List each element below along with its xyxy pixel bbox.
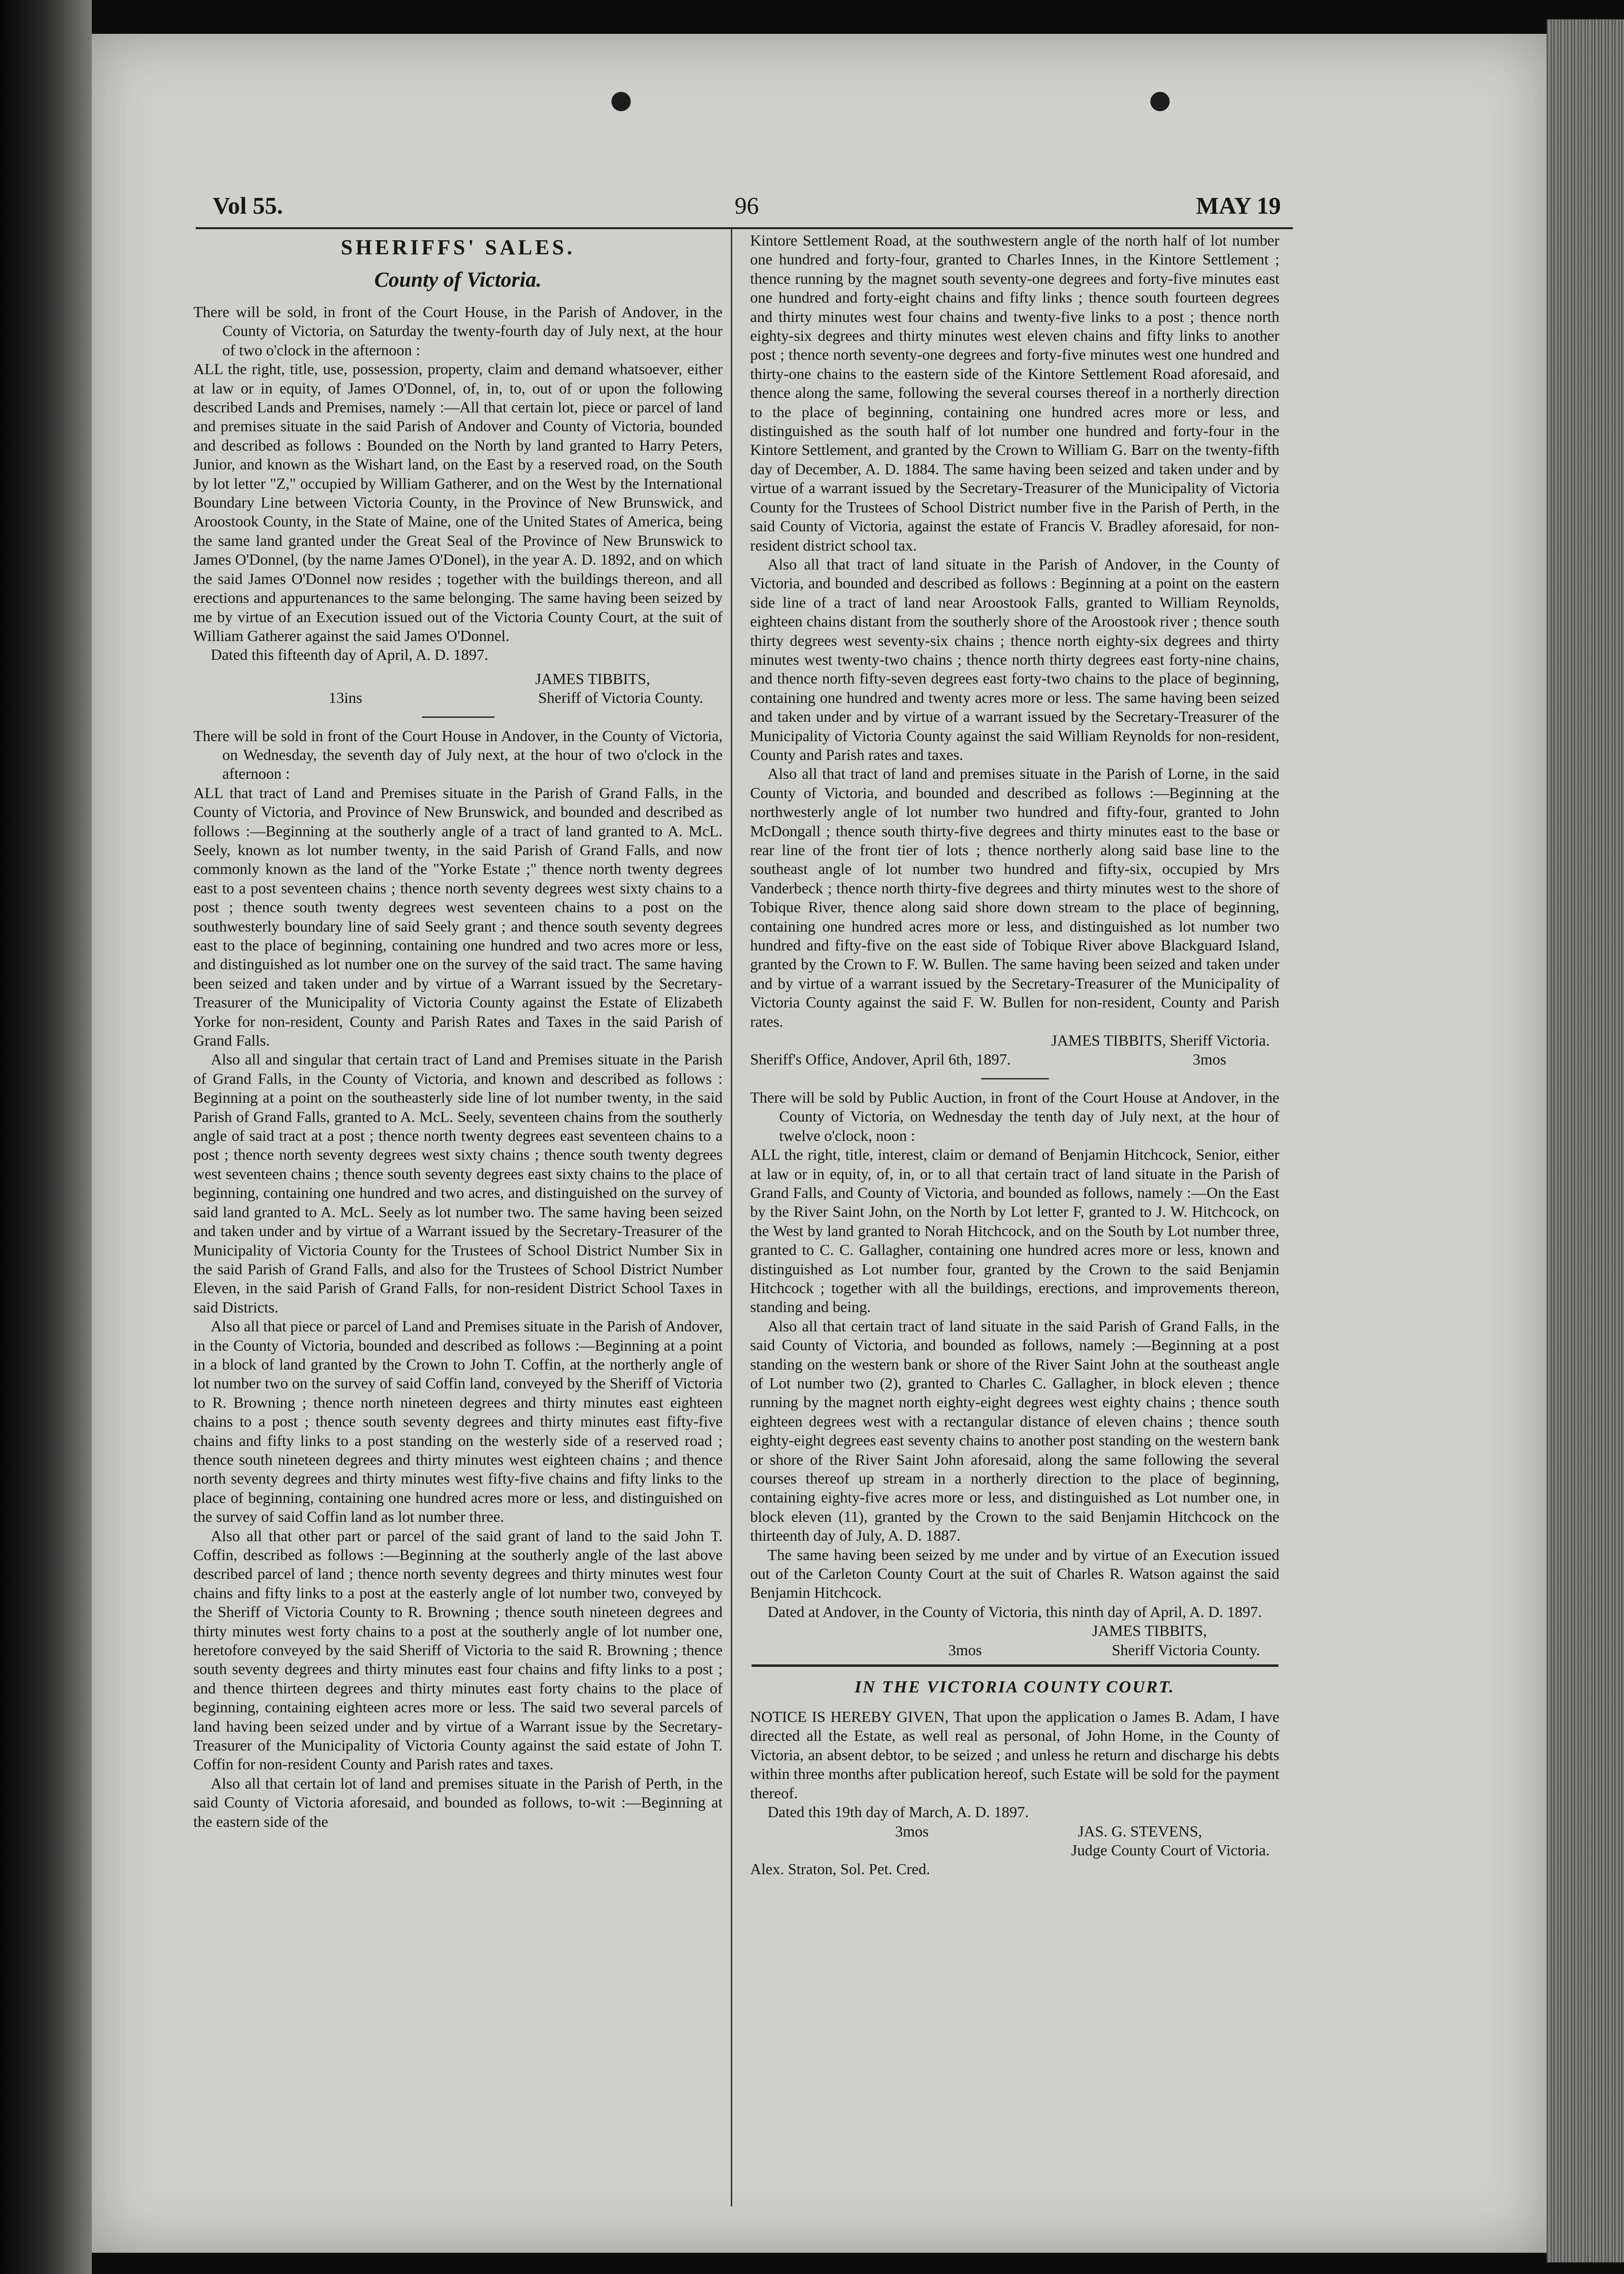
- right-column: [750, 231, 1279, 1879]
- notice-paragraph: ALL that tract of Land and Premises situate in the Parish of Grand Falls, in the County of Victoria, and Province of New Brunswick, and bounded and described as follows :—Beginning at the southerly angle of a tract of land granted to A. McL. Seely, known as lot number twenty, in the said Parish of Grand Falls, and now commonly known as the land of the "Yorke Estate ;" thence north twenty degrees east to a post seventeen chains ; thence north seventy degrees west sixty chains to a post ; thence south twenty degrees west seventeen chains to a post on the southwesterly boundary line of said Seely grant ; and thence south seventy degrees east to the place of beginning, containing one hundred and two acres more or less, and distinguished as lot number one on the survey of the said tract. The same having been seized and taken under and by virtue of a Warrant issued by the Secretary-Treasurer of the Municipality of Victoria County against the Estate of Elizabeth Yorke for non-resident, County and Parish Rates and Taxes in the said Parish of Grand Falls.: [193, 784, 723, 1050]
- court-title: IN THE VICTORIA COUNTY COURT.: [855, 1677, 1175, 1697]
- notice-lead: [193, 727, 723, 784]
- notice-lead: [193, 303, 723, 360]
- notice-paragraph: Also all that tract of land situate in the Parish of Andover, in the County of Victoria, and bounded and described as follows : Beginning at a point on the eastern side line of a tract of land near Aroostook Falls, granted to William Reynolds, eighteen chains distant from the southerly shore of the Aroostook river ; thence south thirty degrees west seventy-six chains ; thence north eighty-six degrees and thirty minutes west twenty-two chains ; thence north thirty degrees east forty-nine chains, and thence north fifty-seven degrees east forty-two chains to the place of beginning, containing one hundred and twenty acres more or less. The same having been seized and taken under and by virtue of a warrant issued by the Secretary-Treasurer of the Municipality of Victoria County against the said William Reynolds for non-resident, County and Parish rates and taxes.: [750, 555, 1279, 763]
- book-binding-shadow: [0, 0, 92, 2274]
- notice-paragraph: Also all that certain lot of land and premises situate in the Parish of Perth, in the said County of Victoria aforesaid, and bounded as follows, to-wit :—Beginning at the eastern side of the: [193, 1774, 723, 1830]
- signature-line: [750, 1050, 1279, 1069]
- notice-dated: Dated this fifteenth day of April, A. D. 1897.: [211, 646, 489, 664]
- issue-date: MAY 19: [1196, 192, 1281, 219]
- signature-title: Sheriff of Victoria County.: [538, 689, 703, 707]
- page-header: [213, 186, 1281, 225]
- section-subtitle: County of Victoria.: [374, 268, 542, 292]
- left-column: [193, 231, 723, 1831]
- volume-label: Vol 55.: [213, 192, 283, 219]
- signature-name: JAMES TIBBITS,: [1092, 1622, 1207, 1640]
- insertion-count: 3mos: [1192, 1050, 1226, 1068]
- signature-title: Sheriff Victoria County.: [1112, 1641, 1260, 1659]
- notice-paragraph: Also all that certain tract of land situate in the said Parish of Grand Falls, in the said County of Victoria, and bounded as follows, namely :—Beginning at a post standing on the western bank or shore of the River Saint John at the southeast angle of Lot number two (2), granted to Charles C. Gallagher, in block eleven ; thence running by the magnet north eighty-eight degrees west eighty chains ; thence south eighteen degrees west with a rectangular distance of eleven chains ; thence south eighty-eight degrees east seventy chains to another post standing on the western bank or shore of the River Saint John aforesaid, along the same following the several courses thereof up stream in a northerly direction to the place of beginning, containing eighty-five acres more or less, and distinguished as Lot number one, in block eleven (11), granted by the Crown to the said Benjamin Hitchcock on the thirteenth day of July, A. D. 1887.: [750, 1317, 1279, 1545]
- page-number: 96: [735, 192, 759, 219]
- column-divider: [731, 229, 732, 2206]
- signature-name: JAS. G. STEVENS,: [1078, 1822, 1202, 1840]
- notice-body: ALL the right, title, use, possession, property, claim and demand whatsoever, either at law or in equity, of James O'Donnel, of, in, to, out of or upon the following described Lands and Premises, namely :—All that certain lot, piece or parcel of land and premises situate in the said Parish of Andover and County of Victoria, bounded and described as follows : Bounded on the North by land granted to Harry Peters, Junior, and known as the Wishart land, on the East by a reserved road, on the South by lot letter "Z," occupied by William Gatherer, and on the West by the International Boundary Line between Victoria County, in the Province of New Brunswick, and Aroostook County, in the State of Maine, one of the United States of America, being the same land granted under the Great Seal of the Province of New Brunswick to James O'Donnel, (by the name James O'Donel), in the year A. D. 1892, and on which the said James O'Donnel now resides ; together with the buildings thereon, and all erections and appurtenances to the same belonging. The same having been seized by me by virtue of an Execution issued out of the Victoria County Court, at the suit of William Gatherer against the said James O'Donnel.: [193, 360, 723, 644]
- notice-lead-text: There will be sold, in front of the Court House, in the Parish of Andover, in the County of Victoria, on Saturday the twenty-fourth day of July next, at the hour of two o'clock in the afternoon :: [193, 303, 723, 359]
- notice-paragraph: The same having been seized by me under and by virtue of an Execution issued out of the Carleton County Court at the suit of Charles R. Watson against the said Benjamin Hitchcock.: [750, 1545, 1279, 1602]
- double-rule: [752, 1664, 1278, 1667]
- notice-lead-text: There will be sold in front of the Court House in Andover, in the County of Victoria, on Wednesday, the seventh day of July next, at the hour of two o'clock in the afternoon :: [193, 727, 723, 783]
- binding-hole: [611, 92, 631, 111]
- court-notice-dated: Dated this 19th day of March, A. D. 1897.: [768, 1803, 1029, 1821]
- insertion-count: 3mos: [895, 1822, 929, 1840]
- solicitor-line: Alex. Straton, Sol. Pet. Cred.: [750, 1860, 930, 1878]
- notice-paragraph: Also all that other part or parcel of the said grant of land to the said John T. Coffin, described as follows :—Beginning at the southerly angle of the last above described parcel of land ; thence north seventy degrees and thirty minutes west four chains and fifty links to a post at the easterly angle of lot number two, conveyed by the Sheriff of Victoria County to R. Browning ; thence south nineteen degrees and thirty minutes west forty chains to a post at the southerly angle of lot number one, heretofore conveyed by the said Sheriff of Victoria to the said R. Browning ; thence south seventy degrees and thirty minutes east four chains and fifty links to a post ; and thence thirteen degrees and thirty minutes east forty chains to the place of beginning, containing eighteen acres more or less. The said two several parcels of land having been seized under and by virtue of a Warrant issue by the Secretary-Treasurer of the Municipality of Victoria County against the said estate of John T. Coffin for non-resident County and Parish rates and taxes.: [193, 1527, 723, 1773]
- notice-paragraph: Kintore Settlement Road, at the southwestern angle of the north half of lot number one hundred and forty-four, granted to Charles Innes, in the Kintore Settlement ; thence running by the magnet south seventy-one degrees and forty-five minutes east one hundred and forty-eight chains and fifty links ; thence south fourteen degrees and thirty minutes west four chains and twenty-five links to a post ; thence north eighty-six degrees and thirty minutes west eleven chains and fifty links to another post ; thence north seventy-one degrees and forty-five minutes west one hundred and thirty-one chains to the eastern side of the Kintore Settlement Road aforesaid, and thence along the same, following the several courses thereof in a northerly direction to the place of beginning, containing one hundred acres more or less, and distinguished as the south half of lot number one hundred and forty-four in the Kintore Settlement, and granted by the Crown to William G. Barr on the twenty-fifth day of December, A. D. 1884. The same having been seized and taken under and by virtue of a warrant issued by the Secretary-Treasurer of the Municipality of Victoria County for the Trustees of School District number five in the Parish of Perth, in the said County of Victoria, against the estate of Francis V. Bradley aforesaid, for non-resident district school tax.: [750, 232, 1279, 554]
- insertion-count: 3mos: [948, 1641, 982, 1659]
- notice-paragraph: Also all and singular that certain tract of Land and Premises situate in the Parish of Grand Falls, in the County of Victoria, and known and described as follows : Beginning at a point on the southeasterly side line of lot number twenty, in the said Parish of Grand Falls, granted to A. McL. Seely, seventeen chains from the southerly angle of said tract at a post ; thence north twenty degrees east seventeen chains to a post ; thence north seventy degrees west sixty chains ; thence south twenty degrees west seventeen chains ; thence south seventy degrees east sixty chains to the place of beginning, containing one hundred and two acres, and distinguished on the survey of said land granted to A. McL. Seely as lot number two. The same having been seized and taken under and by virtue of a Warrant issued by the Secretary-Treasurer of the Municipality of Victoria County for the Trustees of School District Number Six in the said Parish of Grand Falls, and also for the Trustees of School District Number Eleven, in the said Parish of Grand Falls, for non-resident District School Taxes in said Districts.: [193, 1050, 723, 1316]
- notice-lead: [750, 1088, 1279, 1145]
- signature-name: JAMES TIBBITS, Sheriff Victoria.: [1051, 1032, 1270, 1050]
- notice-paragraph: Also all that piece or parcel of Land and Premises situate in the Parish of Andover, in the County of Victoria, bounded and described as follows :—Beginning at a point in a block of land granted by the Crown to John T. Coffin, at the northerly angle of lot number two on the survey of said Coffin land, conveyed by the Sheriff of Victoria to R. Browning ; thence north nineteen degrees and thirty minutes east eighteen chains to a post ; thence south seventy degrees and thirty minutes east fifty-five chains and fifty links to a post standing on the westerly side of a reserved road ; thence south nineteen degrees and thirty minutes west eighteen chains ; and thence north seventy degrees and thirty minutes west fifty-five chains and fifty links to the place of beginning, containing one hundred acres more or less, and distinguished on the survey of said Coffin land as lot number three.: [193, 1317, 723, 1526]
- notice-dated: Dated at Andover, in the County of Victoria, this ninth day of April, A. D. 1897.: [768, 1603, 1262, 1620]
- page-edges: [1547, 19, 1624, 2262]
- notice-lead-text: There will be sold by Public Auction, in front of the Court House at Andover, in the County of Victoria, on Wednesday the tenth day of July next, at the hour of twelve o'clock, noon :: [750, 1088, 1279, 1144]
- signature-line: [193, 688, 723, 707]
- signature-title: Judge County Court of Victoria.: [1071, 1841, 1270, 1859]
- binding-hole: [1150, 92, 1170, 111]
- signature-line: [750, 1822, 1279, 1841]
- notice-paragraph: Also all that tract of land and premises situate in the Parish of Lorne, in the said County of Victoria, and bounded and described as follows :—Beginning at the northwesterly angle of lot number two hundred and fifty-four, granted to John McDongall ; thence south thirty-five degrees and thirty minutes east to the base or rear line of the front tier of lots ; thence northerly along said base line to the southeast angle of lot number two hundred and fifty-six, occupied by Mrs Vanderbeck ; thence north thirty-five degrees and thirty minutes west to the shore of Tobique River, thence along said shore down stream to the place of beginning, containing one hundred acres more or less, and distinguished as lot number two hundred and fifty-five on the east side of Tobique River above Blackguard Island, granted by the Crown to F. W. Bullen. The same having been seized and taken under and by virtue of a warrant issued by the Secretary-Treasurer of the Municipality of Victoria County against the said F. W. Bullen for non-resident, County and Parish rates.: [750, 765, 1279, 1030]
- separator: [981, 1078, 1049, 1079]
- section-title: SHERIFFS' SALES.: [341, 235, 575, 259]
- header-rule: [196, 227, 1293, 229]
- notice-paragraph: ALL the right, title, interest, claim or demand of Benjamin Hitchcock, Senior, either at law or in equity, of, in, or to all that certain tract of land situate in the Parish of Grand Falls, and County of Victoria, and bounded as follows, namely :—On the East by the River Saint John, on the North by Lot letter F, granted to J. W. Hitchcock, on the West by land granted to Norah Hitchcock, and on the South by Lot number three, granted to C. C. Gallagher, containing one hundred acres more or less, known and distinguished as Lot number four, granted by the Crown to the said Benjamin Hitchcock ; together with all the buildings, erections, and improvements thereon, standing and being.: [750, 1146, 1279, 1316]
- insertion-count: 13ins: [329, 689, 362, 707]
- signature-name: JAMES TIBBITS,: [535, 670, 650, 687]
- court-notice-body: NOTICE IS HEREBY GIVEN, That upon the application o James B. Adam, I have directed all the Estate, as well real as personal, of John Home, in the County of Victoria, an absent debtor, to be seized ; and unless he return and discharge his debts within three months after publication hereof, such Estate will be sold for the payment thereof.: [750, 1708, 1279, 1802]
- separator: [422, 716, 494, 718]
- sheriff-office-dated: Sheriff's Office, Andover, April 6th, 1897.: [750, 1050, 1011, 1068]
- signature-line: [750, 1641, 1279, 1660]
